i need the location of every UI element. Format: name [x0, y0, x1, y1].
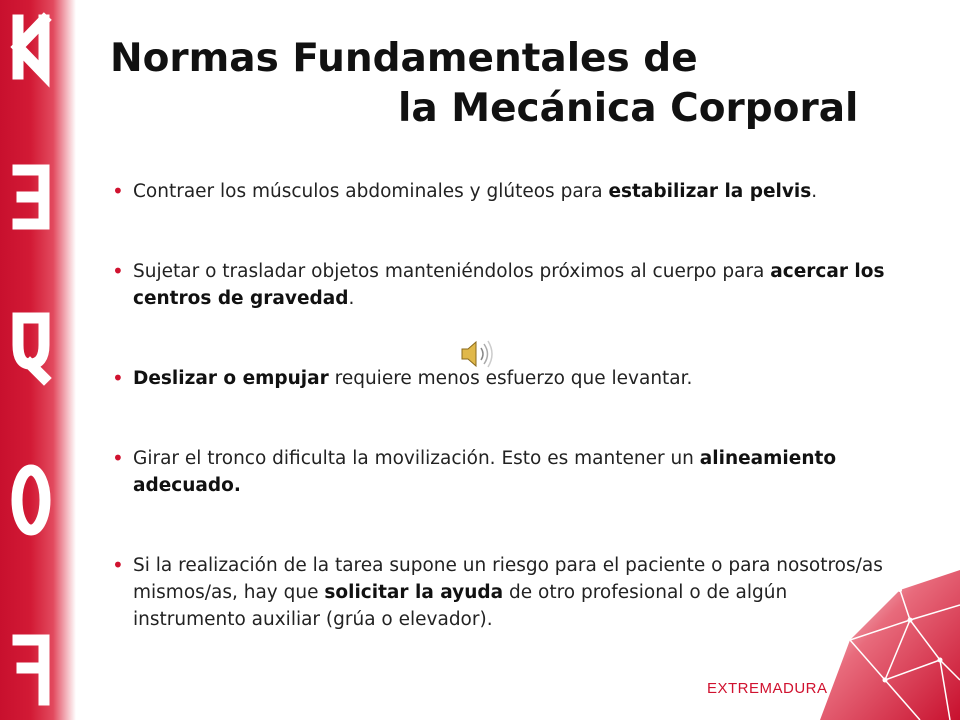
- bullet-item: • Contraer los músculos abdominales y glúteos para estabilizar la pelvis.: [112, 178, 902, 205]
- bullet-item: • Deslizar o empujar requiere menos esfuerzo que levantar.: [112, 365, 902, 392]
- foremen-sidebar-logo: [0, 0, 76, 720]
- speaker-icon[interactable]: [458, 338, 498, 370]
- forem-letters-icon: [0, 0, 76, 720]
- title-line-1: Normas Fundamentales de: [110, 36, 698, 81]
- bullet-item: • Girar el tronco dificulta la movilización. Esto es mantener un alineamiento adecuado.: [112, 445, 902, 499]
- slide-title: [108, 34, 908, 134]
- bullet-list: [112, 170, 902, 633]
- title-line-2: la Mecánica Corporal: [398, 86, 859, 131]
- bullet-item: • Sujetar o trasladar objetos manteniéndolos próximos al cuerpo para acercar los centros de gravedad.: [112, 258, 902, 312]
- brand-label: EXTREMADURA: [707, 680, 828, 697]
- bullet-item: • Si la realización de la tarea supone un riesgo para el paciente o para nosotros/as mismos/as, hay que solicitar la ayuda de otro profesional o de algún instrumento auxiliar (grúa o elevador).: [112, 552, 902, 633]
